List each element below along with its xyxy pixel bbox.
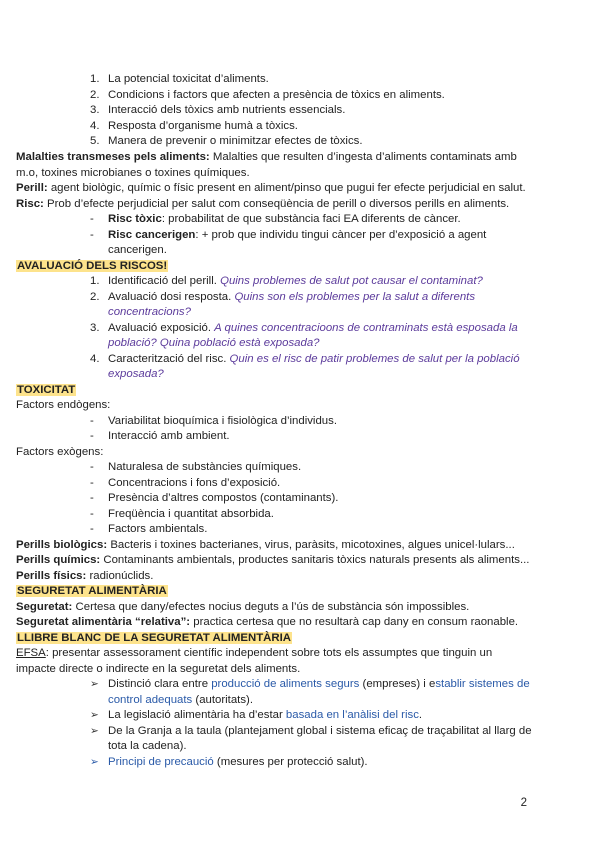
arrow-bullet-icon: ➢ xyxy=(90,709,99,721)
section-heading-llibre-blanc xyxy=(16,631,292,647)
definition-seguretat xyxy=(16,600,469,616)
list-text: . xyxy=(418,709,423,721)
heading-text: AVALUACIÓ DELS RISCOS! xyxy=(17,260,168,272)
list-item-continuation xyxy=(108,693,253,709)
section-heading-avaluacio xyxy=(16,259,168,275)
list-text: La potencial toxicitat d’aliments. xyxy=(108,73,269,85)
dash-bullet: - xyxy=(90,492,94,504)
list-item xyxy=(90,522,207,538)
definition-text: cancerigen. xyxy=(108,244,167,256)
question-text: A quines concentracioons de contraminats està esposada la xyxy=(214,322,518,334)
page-number: 2 xyxy=(520,797,527,809)
dash-bullet: - xyxy=(90,229,94,241)
list-text: (autoritats). xyxy=(192,694,254,706)
list-text: Avaluació dosi resposta. xyxy=(108,291,235,303)
highlight-text: producció de aliments segurs xyxy=(211,678,360,690)
list-item xyxy=(90,88,445,104)
definition-continuation xyxy=(16,166,250,182)
question-text: Quin es el risc de patir problemes de salut per la població xyxy=(229,353,520,365)
list-text: Presència d’altres compostos (contaminants). xyxy=(108,492,339,504)
list-text: Interacció amb ambient. xyxy=(108,430,230,442)
definition-text: agent biològic, químic o físic present en aliment/pinso que pugui fer efecte perjudicial en salut. xyxy=(47,182,526,194)
list-text: Resposta d’organisme humà a tòxics. xyxy=(108,120,298,132)
list-text: Naturalesa de substàncies químiques. xyxy=(108,461,302,473)
heading-text: SEGURETAT ALIMENTÀRIA xyxy=(17,585,167,597)
subheading-endogens xyxy=(16,398,110,414)
arrow-bullet-icon: ➢ xyxy=(90,756,99,768)
list-item xyxy=(90,228,486,244)
arrow-bullet-icon: ➢ xyxy=(90,725,99,737)
list-text: Caracterització del risc. xyxy=(108,353,230,365)
list-text: La legislació alimentària ha d’estar xyxy=(108,709,286,721)
term: Malalties transmeses pels aliments: xyxy=(16,151,210,163)
definition-continuation xyxy=(16,662,300,678)
definition-risc xyxy=(16,197,509,213)
list-item xyxy=(90,429,230,445)
list-item xyxy=(90,755,368,771)
list-number: 4. xyxy=(90,120,100,132)
list-item xyxy=(90,72,269,88)
heading-text: LLIBRE BLANC DE LA SEGURETAT ALIMENTÀRIA xyxy=(17,632,291,644)
definition-text: practica certesa que no resultarà cap dany en consum raonable. xyxy=(190,616,519,628)
definition-text: Bacteris i toxines bacterianes, virus, paràsits, micotoxines, algues unicel·lulars... xyxy=(107,539,515,551)
list-item xyxy=(90,414,337,430)
definition-efsa xyxy=(16,646,492,662)
term: Risc cancerigen xyxy=(108,229,196,241)
definition-text: : + prob que individu tingui càncer per d’exposició a agent xyxy=(195,229,487,241)
list-item xyxy=(90,507,274,523)
dash-bullet: - xyxy=(90,461,94,473)
list-number: 1. xyxy=(90,275,100,287)
list-text: (mesures per protecció salut). xyxy=(213,756,368,768)
list-text: tota la cadena). xyxy=(108,740,187,752)
list-item-continuation xyxy=(108,336,320,352)
definition-text: Contaminants ambientals, productes sanitaris tòxics naturals presents als aliments... xyxy=(100,554,530,566)
arrow-bullet-icon: ➢ xyxy=(90,678,99,690)
list-item xyxy=(90,491,338,507)
definition-text: Malalties que resulten d’ingesta d’aliments contaminats amb xyxy=(209,151,517,163)
list-item xyxy=(90,290,475,306)
list-item xyxy=(90,274,483,290)
highlight-text: Principi de precaució xyxy=(108,756,214,768)
list-item xyxy=(90,677,530,693)
definition-text: : presentar assessorament científic independent sobre tots els assumptes que tinguin un xyxy=(45,647,493,659)
definition-text: Certesa que dany/efectes nocius deguts a l’ús de substància són impossibles. xyxy=(72,601,470,613)
dash-bullet: - xyxy=(90,213,94,225)
list-item-continuation xyxy=(108,367,164,383)
dash-bullet: - xyxy=(90,523,94,535)
list-item xyxy=(90,352,520,368)
list-text: Variabilitat bioquímica i fisiològica d’individus. xyxy=(108,415,337,427)
subheading-exogens xyxy=(16,445,103,461)
definition-perills-fisics xyxy=(16,569,153,585)
definition-perill xyxy=(16,181,526,197)
dash-bullet: - xyxy=(90,430,94,442)
list-number: 3. xyxy=(90,104,100,116)
label-text: Factors endògens: xyxy=(16,399,111,411)
list-number: 1. xyxy=(90,73,100,85)
list-item xyxy=(90,708,422,724)
list-item xyxy=(90,134,363,150)
question-text: exposada? xyxy=(108,368,164,380)
list-text: Concentracions i fons d’exposició. xyxy=(108,477,281,489)
definition-seguretat-relativa xyxy=(16,615,518,631)
list-text: Distinció clara entre xyxy=(108,678,212,690)
dash-bullet: - xyxy=(90,415,94,427)
list-item-continuation xyxy=(108,305,191,321)
question-text: població? Quina població està exposada? xyxy=(108,337,320,349)
list-item xyxy=(90,321,518,337)
question-text: concentracions? xyxy=(108,306,191,318)
definition-text: Prob d’efecte perjudicial per salut com conseqüència de perill o diversos perills en aliments. xyxy=(43,198,510,210)
list-text: Manera de prevenir o minimitzar efectes de tòxics. xyxy=(108,135,363,147)
term: Seguretat: xyxy=(16,601,73,613)
list-item xyxy=(90,476,280,492)
heading-text: TOXICITAT xyxy=(17,384,76,396)
term: Risc: xyxy=(16,198,44,210)
list-item-continuation xyxy=(108,243,167,259)
term: Perills físics: xyxy=(16,570,87,582)
dash-bullet: - xyxy=(90,477,94,489)
list-number: 2. xyxy=(90,291,100,303)
section-heading-seguretat xyxy=(16,584,168,600)
list-item xyxy=(90,119,298,135)
list-item xyxy=(90,724,532,740)
definition-text: m.o, toxines microbianes o toxines químiques. xyxy=(16,167,250,179)
term: Seguretat alimentària “relativa”: xyxy=(16,616,191,628)
list-text: Avaluació exposició. xyxy=(108,322,215,334)
list-text: Condicions i factors que afecten a presència de tòxics en aliments. xyxy=(108,89,445,101)
question-text: Quins son els problemes per la salut a diferents xyxy=(234,291,476,303)
list-text: Freqüència i quantitat absorbida. xyxy=(108,508,274,520)
definition-text: impacte directe o indirecte en la seguretat dels aliments. xyxy=(16,663,301,675)
list-text: Interacció dels tòxics amb nutrients essencials. xyxy=(108,104,346,116)
section-heading-toxicitat xyxy=(16,383,76,399)
definition-perills-quimics xyxy=(16,553,529,569)
list-number: 2. xyxy=(90,89,100,101)
question-text: Quins problemes de salut pot causar el contaminat? xyxy=(220,275,483,287)
list-text: Factors ambientals. xyxy=(108,523,208,535)
highlight-text: control adequats xyxy=(108,694,193,706)
list-text: Identificació del perill. xyxy=(108,275,221,287)
term: Perills químics: xyxy=(16,554,101,566)
definition-text: : probabilitat de que substància faci EA diferents de càncer. xyxy=(161,213,461,225)
definition-text: radionúclids. xyxy=(86,570,154,582)
list-number: 3. xyxy=(90,322,100,334)
list-item-continuation xyxy=(108,739,187,755)
list-item xyxy=(90,460,301,476)
list-item xyxy=(90,103,345,119)
dash-bullet: - xyxy=(90,508,94,520)
list-text: (empreses) i e xyxy=(359,678,436,690)
highlight-text: basada en l’anàlisi del risc xyxy=(285,709,419,721)
list-item xyxy=(90,212,461,228)
term: Perills biològics: xyxy=(16,539,108,551)
term: EFSA xyxy=(16,647,46,659)
definition-malalties xyxy=(16,150,517,166)
list-number: 5. xyxy=(90,135,100,147)
label-text: Factors exògens: xyxy=(16,446,104,458)
term: Perill: xyxy=(16,182,48,194)
term: Risc tòxic xyxy=(108,213,162,225)
highlight-text: stablir sistemes de xyxy=(435,678,530,690)
definition-perills-biologics xyxy=(16,538,515,554)
list-text: De la Granja a la taula (plantejament global i sistema eficaç de traçabilitat al llarg de xyxy=(108,725,532,737)
list-number: 4. xyxy=(90,353,100,365)
